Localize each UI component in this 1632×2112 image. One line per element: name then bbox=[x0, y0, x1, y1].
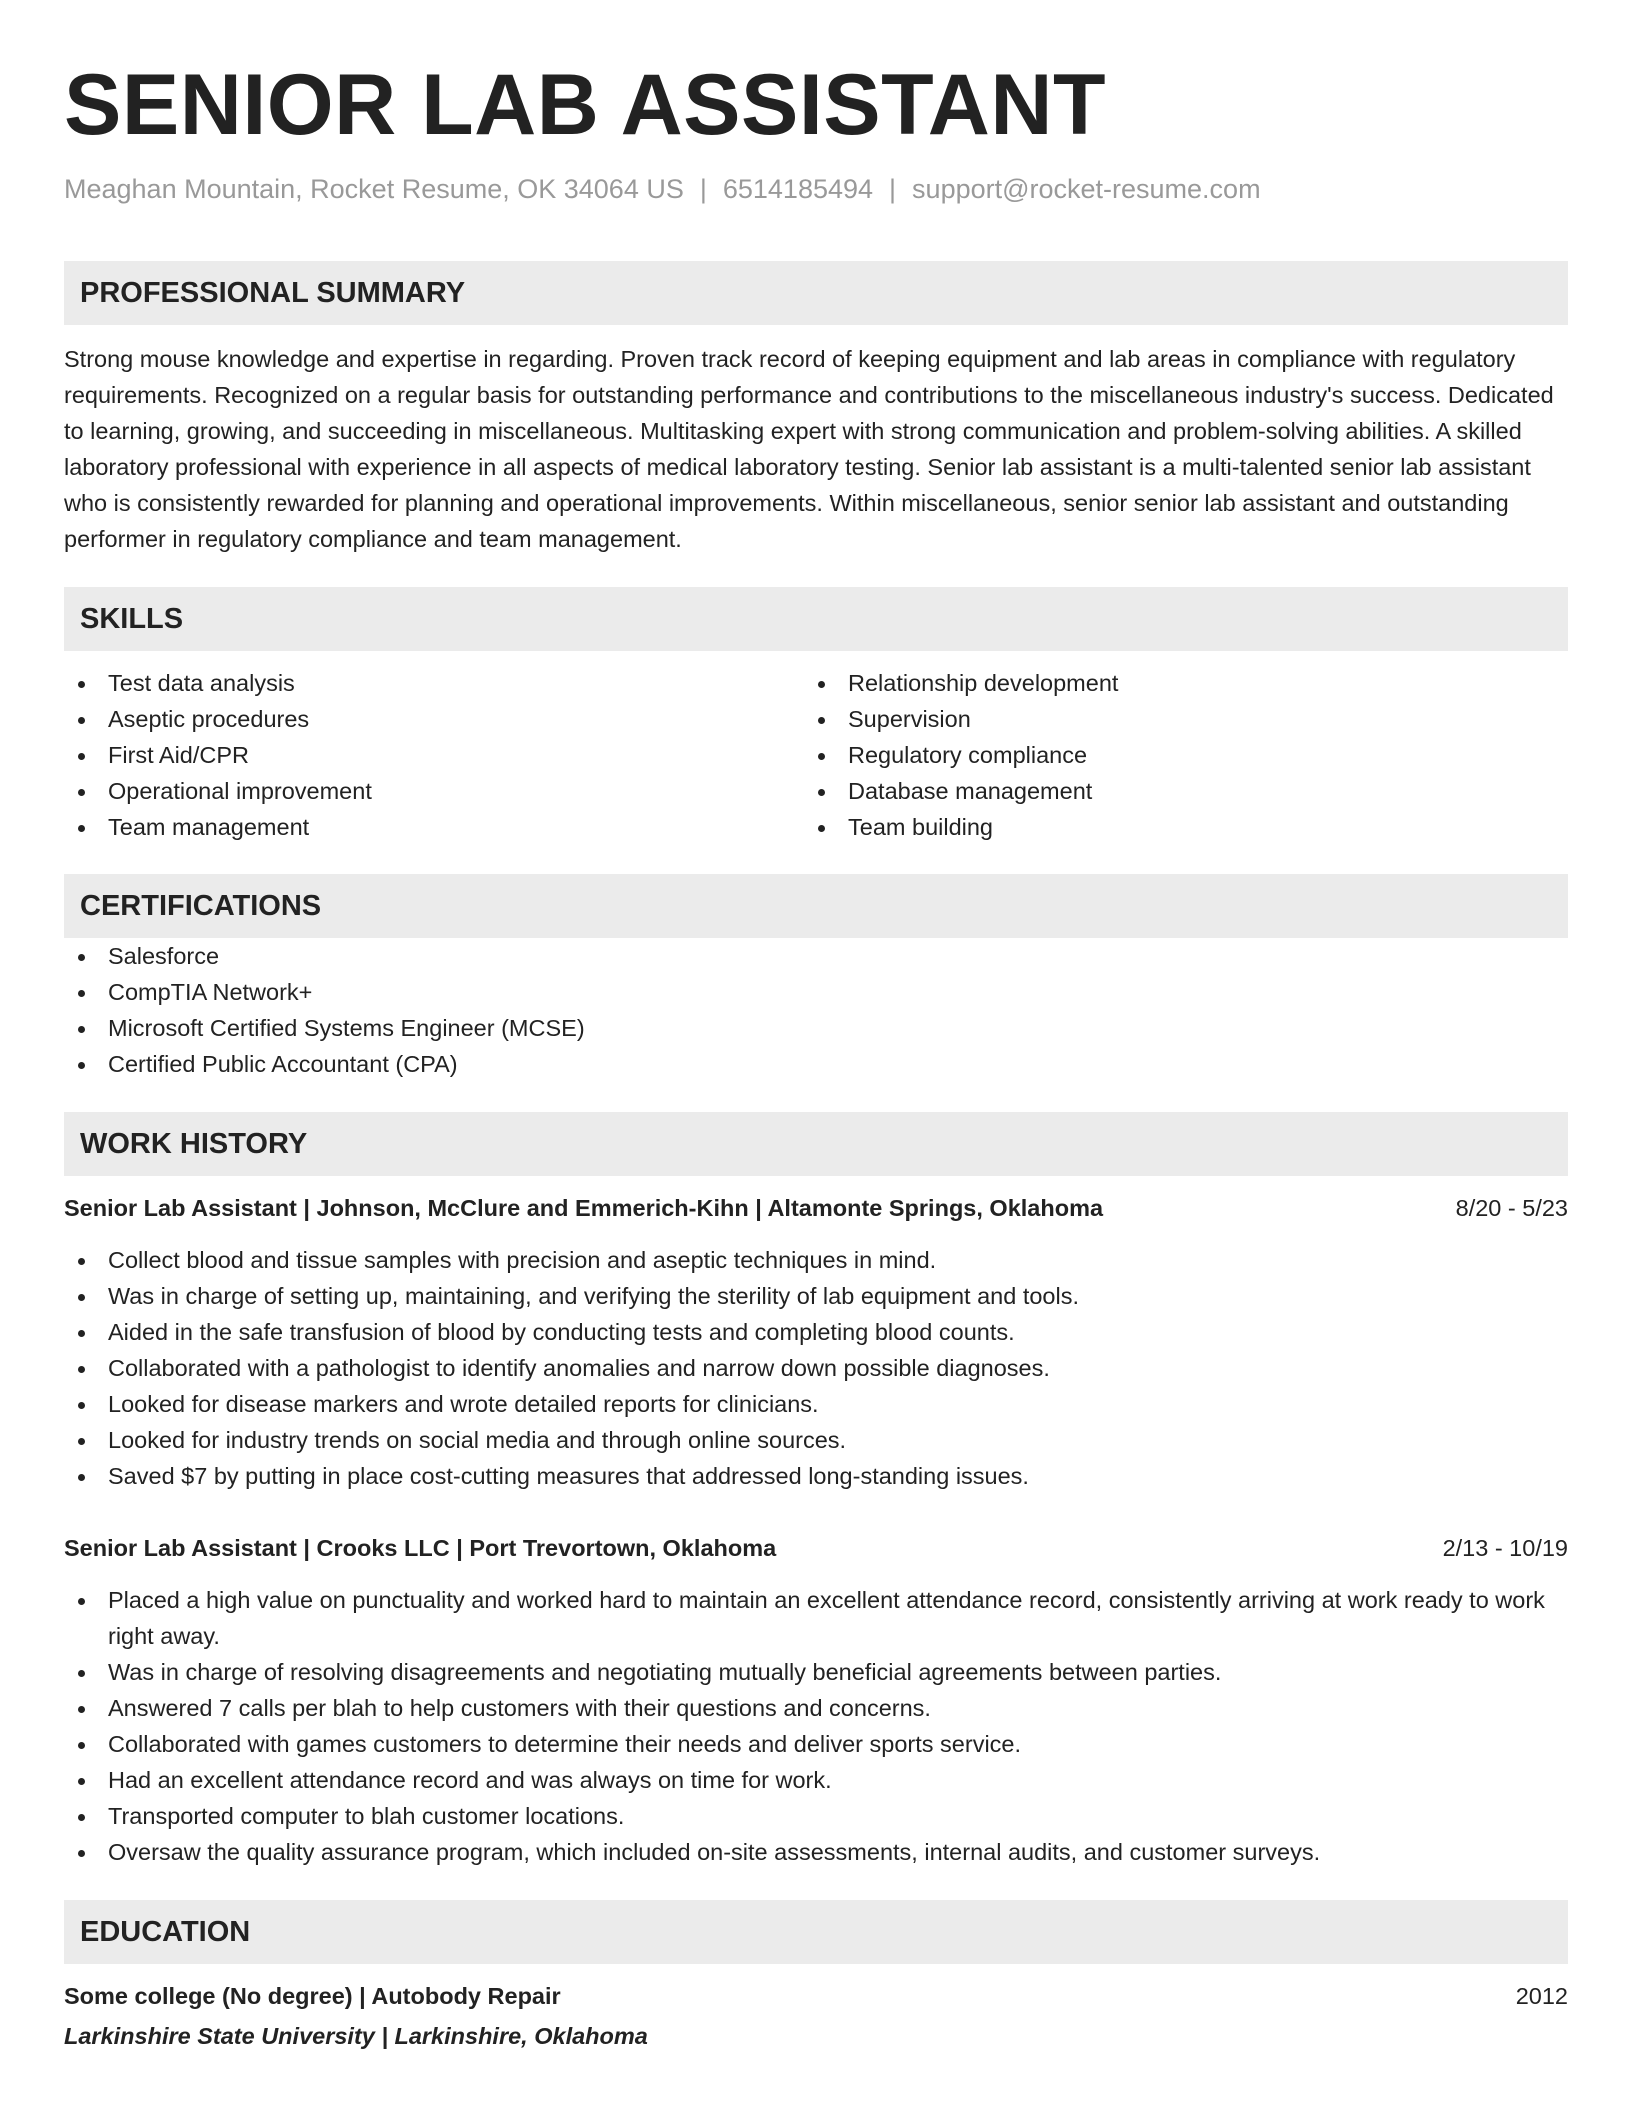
summary-text: Strong mouse knowledge and expertise in regarding. Proven track record of keeping equipment and lab areas in compliance with regulatory requirements. Recognized on a regular basis for outstanding performance and contributions to the miscellaneous industry's success. Dedicated to learning, growing, and succeeding in miscellaneous. Multitasking expert with strong communication and problem-solving abilities. A skilled laboratory professional with experience in all aspects of medical laboratory testing. Senior lab assistant is a multi-talented senior lab assistant who is consistently rewarded for planning and operational improvements. Within miscellaneous, senior senior lab assistant and outstanding performer in regulatory compliance and team management. bbox=[64, 346, 1554, 552]
section-header-skills: SKILLS bbox=[64, 587, 1568, 651]
job-bullet: Looked for industry trends on social media and through online sources. bbox=[64, 1422, 1568, 1458]
job-bullet: Collaborated with games customers to determine their needs and deliver sports service. bbox=[64, 1726, 1568, 1762]
skill-item: Database management bbox=[804, 773, 1544, 809]
skill-item: Test data analysis bbox=[64, 665, 804, 701]
education-degree-row bbox=[64, 1978, 1568, 2014]
education-degree: Some college (No degree) | Autobody Repair bbox=[64, 1983, 561, 2009]
job-bullet: Placed a high value on punctuality and worked hard to maintain an excellent attendance record, consistently arriving at work ready to work right away. bbox=[64, 1582, 1568, 1654]
contact-separator: | bbox=[699, 174, 707, 204]
job-bullet: Had an excellent attendance record and was always on time for work. bbox=[64, 1762, 1568, 1798]
section-header-certifications: CERTIFICATIONS bbox=[64, 874, 1568, 938]
contact-phone: 6514185494 bbox=[722, 174, 874, 204]
skill-item: Team management bbox=[64, 809, 804, 845]
skill-item: Regulatory compliance bbox=[804, 737, 1544, 773]
job-entry bbox=[64, 1530, 1568, 1870]
job-bullet: Collect blood and tissue samples with precision and aseptic techniques in mind. bbox=[64, 1242, 1568, 1278]
job-bullets bbox=[64, 1582, 1568, 1870]
skills-list-left bbox=[64, 665, 804, 845]
certifications-list bbox=[64, 938, 1568, 1082]
skill-item: First Aid/CPR bbox=[64, 737, 804, 773]
certification-item: CompTIA Network+ bbox=[64, 974, 1568, 1010]
job-dates: 8/20 - 5/23 bbox=[1455, 1195, 1568, 1221]
job-dates: 2/13 - 10/19 bbox=[1442, 1535, 1568, 1561]
certification-item: Microsoft Certified Systems Engineer (MCSE) bbox=[64, 1010, 1568, 1046]
job-bullet: Saved $7 by putting in place cost-cutting measures that addressed long-standing issues. bbox=[64, 1458, 1568, 1494]
job-title-row bbox=[64, 1190, 1568, 1226]
job-bullet: Aided in the safe transfusion of blood by conducting tests and completing blood counts. bbox=[64, 1314, 1568, 1350]
job-title: Senior Lab Assistant | Johnson, McClure and Emmerich-Kihn | Altamonte Springs, Oklahoma bbox=[64, 1195, 1104, 1221]
skill-item: Relationship development bbox=[804, 665, 1544, 701]
job-bullet: Was in charge of setting up, maintaining, and verifying the sterility of lab equipment and tools. bbox=[64, 1278, 1568, 1314]
job-entry bbox=[64, 1190, 1568, 1494]
education-year: 2012 bbox=[1515, 1983, 1568, 2009]
job-bullet: Oversaw the quality assurance program, which included on-site assessments, internal audits, and customer surveys. bbox=[64, 1834, 1568, 1870]
contact-line bbox=[64, 171, 1568, 207]
education-school: Larkinshire State University | Larkinshire, Oklahoma bbox=[64, 2023, 648, 2049]
resume-title: SENIOR LAB ASSISTANT bbox=[64, 57, 1107, 153]
certification-item: Certified Public Accountant (CPA) bbox=[64, 1046, 1568, 1082]
skill-item: Operational improvement bbox=[64, 773, 804, 809]
skill-item: Team building bbox=[804, 809, 1544, 845]
contact-separator: | bbox=[889, 174, 897, 204]
section-header-summary: PROFESSIONAL SUMMARY bbox=[64, 261, 1568, 325]
job-title: Senior Lab Assistant | Crooks LLC | Port Trevortown, Oklahoma bbox=[64, 1535, 777, 1561]
certification-item: Salesforce bbox=[64, 938, 1568, 974]
job-title-row bbox=[64, 1530, 1568, 1566]
skills-list-right bbox=[804, 665, 1544, 845]
section-header-work-history: WORK HISTORY bbox=[64, 1112, 1568, 1176]
job-bullets bbox=[64, 1242, 1568, 1494]
skills-columns bbox=[64, 665, 1568, 845]
job-bullet: Was in charge of resolving disagreements and negotiating mutually beneficial agreements between parties. bbox=[64, 1654, 1568, 1690]
skill-item: Supervision bbox=[804, 701, 1544, 737]
contact-address: Meaghan Mountain, Rocket Resume, OK 34064 US bbox=[64, 174, 684, 204]
education-entry bbox=[64, 1978, 1568, 2054]
job-bullet: Collaborated with a pathologist to identify anomalies and narrow down possible diagnoses. bbox=[64, 1350, 1568, 1386]
job-bullet: Transported computer to blah customer locations. bbox=[64, 1798, 1568, 1834]
skill-item: Aseptic procedures bbox=[64, 701, 804, 737]
section-header-education: EDUCATION bbox=[64, 1900, 1568, 1964]
job-bullet: Answered 7 calls per blah to help customers with their questions and concerns. bbox=[64, 1690, 1568, 1726]
job-bullet: Looked for disease markers and wrote detailed reports for clinicians. bbox=[64, 1386, 1568, 1422]
contact-email: support@rocket-resume.com bbox=[912, 174, 1261, 204]
